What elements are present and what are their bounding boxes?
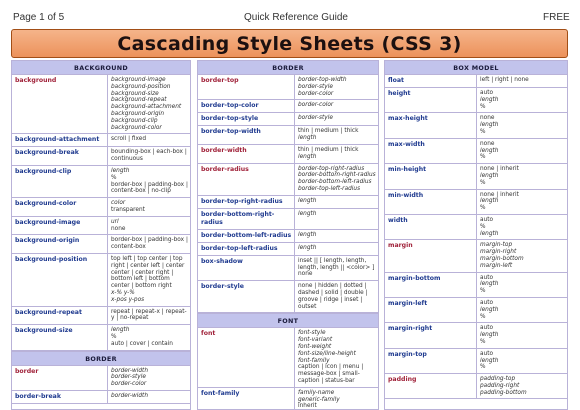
property-value: scroll | fixed	[111, 136, 147, 143]
property-value: border-width	[111, 392, 148, 399]
property-row	[385, 164, 567, 189]
property-value: none	[480, 115, 495, 122]
property-values	[476, 323, 567, 347]
property-name: border-top-style	[201, 115, 259, 123]
property-row	[12, 147, 190, 166]
property-row	[385, 139, 567, 164]
property-values	[294, 281, 378, 312]
property-row	[198, 281, 378, 313]
property-row	[385, 374, 567, 399]
property-value: none	[480, 140, 495, 147]
property-values	[294, 196, 378, 208]
property-value: none	[298, 271, 313, 278]
property-value: border-style	[111, 374, 146, 381]
property-value: border-width	[111, 367, 148, 374]
property-row	[198, 164, 378, 196]
property-row	[385, 215, 567, 240]
property-value: x-pos y-pos	[111, 296, 145, 303]
property-value: none	[111, 225, 126, 232]
property-row	[12, 134, 190, 147]
property-name: margin	[388, 242, 413, 250]
property-name: border-top-left-radius	[201, 244, 278, 252]
property-value: %	[480, 128, 486, 135]
property-name: font-family	[201, 389, 240, 397]
property-name: padding	[388, 376, 417, 384]
property-value: border-box | padding-box | content-box | no-clip	[111, 181, 190, 195]
property-value: padding-top	[480, 376, 516, 383]
property-row	[198, 196, 378, 209]
property-values	[294, 113, 378, 125]
property-name: border-style	[201, 283, 244, 291]
section-heading: BACKGROUND	[12, 61, 190, 75]
page-number: Page 1 of 5	[13, 12, 65, 23]
property-name: border-top-right-radius	[201, 197, 283, 205]
property-value: length	[111, 327, 130, 334]
property-value: none | inherit	[480, 166, 519, 173]
property-values	[476, 273, 567, 297]
property-value: %	[480, 205, 486, 212]
property-value: generic-family	[298, 396, 340, 403]
property-values	[107, 166, 190, 197]
page-title: Cascading Style Sheets (CSS 3)	[117, 32, 462, 55]
property-value: font-variant	[298, 337, 333, 344]
property-name: border	[15, 367, 39, 375]
property-value: %	[480, 288, 486, 295]
property-row	[198, 328, 378, 387]
property-value: border-color	[298, 102, 334, 109]
property-values	[294, 328, 378, 386]
property-value: background-size	[111, 90, 159, 97]
property-value: background-image	[111, 77, 166, 83]
title-banner	[11, 29, 568, 58]
property-value: background-color	[111, 124, 162, 131]
property-row	[12, 235, 190, 254]
property-values	[294, 75, 378, 99]
property-row	[12, 325, 190, 350]
property-name: min-height	[388, 166, 427, 174]
property-values	[294, 164, 378, 195]
property-values	[294, 126, 378, 144]
property-value: auto	[480, 90, 494, 96]
property-row	[385, 113, 567, 138]
property-values	[476, 139, 567, 163]
property-name: max-height	[388, 115, 428, 123]
property-value: inherit	[298, 403, 317, 410]
property-value: background-position	[111, 83, 171, 90]
property-values	[476, 298, 567, 322]
property-value: %	[480, 223, 486, 230]
property-value: %	[111, 333, 117, 340]
free-label: FREE	[543, 12, 570, 23]
property-row	[198, 100, 378, 113]
property-values	[294, 230, 378, 242]
property-values	[107, 391, 190, 403]
property-row	[385, 298, 567, 323]
property-values	[294, 100, 378, 112]
property-name: background-repeat	[15, 308, 82, 316]
property-value: margin-left	[480, 262, 513, 269]
property-value: margin-right	[480, 249, 517, 256]
property-values	[476, 75, 567, 87]
property-value: margin-bottom	[480, 255, 524, 262]
property-value: length	[298, 231, 317, 238]
property-name: margin-bottom	[388, 274, 441, 282]
property-name: background-break	[15, 149, 79, 157]
property-value: background-repeat	[111, 97, 167, 104]
property-value: %	[480, 154, 486, 161]
property-values	[476, 215, 567, 239]
property-name: border-radius	[201, 165, 249, 173]
property-name: min-width	[388, 191, 424, 199]
property-value: auto	[480, 274, 494, 281]
property-value: margin-top	[480, 242, 513, 249]
property-row	[198, 256, 378, 281]
property-values	[476, 349, 567, 373]
property-values	[294, 209, 378, 229]
property-value: length	[298, 244, 317, 251]
property-value: none | hidden | dotted | dashed | solid | double | groove | ridge | inset | outset	[298, 283, 370, 310]
section-heading: BOX MODEL	[385, 61, 567, 75]
property-value: top left | top center | top right | center left | center center | center right | bottom left | bottom center | bottom right	[111, 255, 187, 290]
property-value: %	[480, 338, 486, 345]
property-name: background-origin	[15, 237, 80, 245]
property-value: left | right | none	[480, 77, 529, 83]
property-values	[294, 145, 378, 163]
property-value: length	[480, 281, 499, 288]
property-row	[12, 166, 190, 198]
property-value: length	[480, 96, 499, 103]
property-value: border-color	[111, 381, 147, 388]
property-name: max-width	[388, 140, 425, 148]
property-name: border-bottom-right-radius	[201, 210, 275, 226]
property-value: border-top-width	[298, 77, 347, 83]
property-row	[198, 243, 378, 256]
property-name: width	[388, 216, 408, 224]
property-row	[12, 217, 190, 236]
property-name: border-width	[201, 146, 247, 154]
property-row	[12, 391, 190, 404]
property-value: repeat | repeat-x | repeat-y | no-repeat	[111, 308, 187, 322]
property-value: length	[480, 357, 499, 364]
property-name: height	[388, 90, 411, 97]
property-value: background-origin	[111, 110, 165, 117]
property-value: thin | medium | thick	[298, 128, 359, 135]
property-value: color	[111, 200, 126, 207]
property-name: background-clip	[15, 167, 72, 175]
property-name: border-bottom-left-radius	[201, 231, 292, 239]
property-value: %	[480, 179, 486, 186]
property-row	[198, 209, 378, 230]
property-value: length	[298, 197, 317, 204]
property-row	[198, 230, 378, 243]
property-row	[385, 273, 567, 298]
property-value: auto | cover | contain	[111, 340, 173, 347]
property-value: auto	[480, 325, 494, 332]
property-values	[107, 217, 190, 235]
property-value: length	[111, 167, 130, 174]
property-row	[12, 75, 190, 134]
property-name: border-top-color	[201, 102, 259, 110]
property-value: transparent	[111, 206, 145, 213]
section-heading: BORDER	[198, 61, 378, 75]
property-row	[198, 126, 378, 145]
property-name: margin-left	[388, 299, 428, 307]
property-value: font-style	[298, 330, 326, 337]
property-value: %	[480, 364, 486, 371]
property-value: border-top-right-radius	[298, 165, 365, 172]
property-name: background-attachment	[15, 136, 100, 144]
property-value: length	[480, 306, 499, 313]
section-heading: FONT	[198, 313, 378, 328]
property-values	[107, 147, 190, 165]
property-value: url	[111, 218, 119, 225]
property-value: family-name	[298, 389, 335, 396]
property-value: length	[480, 230, 499, 237]
property-value: none | inherit	[480, 191, 519, 198]
property-name: background-image	[15, 218, 81, 226]
property-value: thin | medium | thick	[298, 146, 359, 153]
property-row	[198, 75, 378, 100]
property-value: border-style	[298, 115, 333, 122]
property-values	[107, 235, 190, 253]
column-box-model	[384, 60, 568, 410]
property-values	[107, 307, 190, 325]
page-header	[0, 0, 580, 30]
property-row	[385, 349, 567, 374]
property-value: length	[298, 210, 317, 217]
property-value: %	[111, 174, 117, 181]
property-value: border-bottom-right-radius	[298, 172, 376, 179]
property-value: length	[298, 153, 317, 160]
property-value: background-clip	[111, 117, 158, 124]
property-value: bounding-box | each-box | continuous	[111, 149, 189, 163]
property-row	[385, 323, 567, 348]
property-values	[107, 75, 190, 133]
property-values	[107, 254, 190, 306]
section-heading: BORDER	[12, 351, 190, 366]
property-name: border-break	[15, 392, 61, 400]
property-name: background	[15, 77, 57, 84]
property-value: padding-bottom	[480, 389, 527, 396]
property-value: font-family	[298, 357, 330, 364]
property-values	[476, 190, 567, 214]
property-row	[12, 307, 190, 326]
property-values	[107, 198, 190, 216]
property-value: font-weight	[298, 343, 332, 350]
property-value: border-top-left-radius	[298, 185, 361, 192]
property-value: border-bottom-left-radius	[298, 179, 372, 186]
column-border-font	[197, 60, 379, 410]
property-name: border-top	[201, 77, 239, 84]
property-values	[476, 240, 567, 271]
property-name: font	[201, 330, 216, 338]
property-value: length	[480, 122, 499, 129]
property-value: border-style	[298, 83, 333, 90]
property-value: inset || [ length, length, length, length || <color> ]	[298, 257, 375, 271]
property-value: auto	[480, 216, 494, 223]
property-name: background-size	[15, 327, 73, 335]
property-row	[12, 198, 190, 217]
property-name: border-top-width	[201, 128, 261, 136]
property-name: margin-top	[388, 350, 427, 358]
property-value: background-attachment	[111, 104, 182, 111]
property-value: length	[480, 147, 499, 154]
property-values	[294, 243, 378, 255]
property-value: font-size/line-height	[298, 350, 356, 357]
property-value: auto	[480, 299, 494, 306]
property-value: caption | icon | menu | message-box | small-caption | status-bar	[298, 364, 366, 384]
property-value: border-box | padding-box | content-box	[111, 237, 190, 251]
column-background	[11, 60, 191, 410]
property-value: %	[480, 313, 486, 320]
property-value: x-% y-%	[111, 289, 135, 296]
property-row	[198, 145, 378, 164]
property-value: border-color	[298, 90, 334, 97]
property-values	[476, 374, 567, 398]
property-values	[294, 256, 378, 280]
property-row	[385, 240, 567, 272]
property-value: padding-right	[480, 382, 520, 389]
property-values	[107, 134, 190, 146]
property-values	[107, 366, 190, 390]
property-name: background-color	[15, 200, 77, 208]
property-row	[12, 254, 190, 307]
property-row	[12, 366, 190, 391]
property-row	[385, 88, 567, 113]
property-row	[385, 75, 567, 88]
property-values	[476, 113, 567, 137]
property-value: auto	[480, 350, 494, 357]
property-value: %	[480, 103, 486, 110]
property-values	[107, 325, 190, 349]
property-value: length	[480, 198, 499, 205]
property-value: length	[480, 332, 499, 339]
property-name: box-shadow	[201, 257, 243, 265]
property-name: margin-right	[388, 325, 433, 333]
property-value: length	[480, 172, 499, 179]
property-row	[385, 190, 567, 215]
property-row	[198, 113, 378, 126]
property-value: length	[298, 135, 317, 142]
property-name: float	[388, 77, 404, 84]
property-name: background-position	[15, 255, 88, 263]
property-values	[476, 88, 567, 112]
guide-label: Quick Reference Guide	[244, 12, 348, 23]
property-values	[476, 164, 567, 188]
